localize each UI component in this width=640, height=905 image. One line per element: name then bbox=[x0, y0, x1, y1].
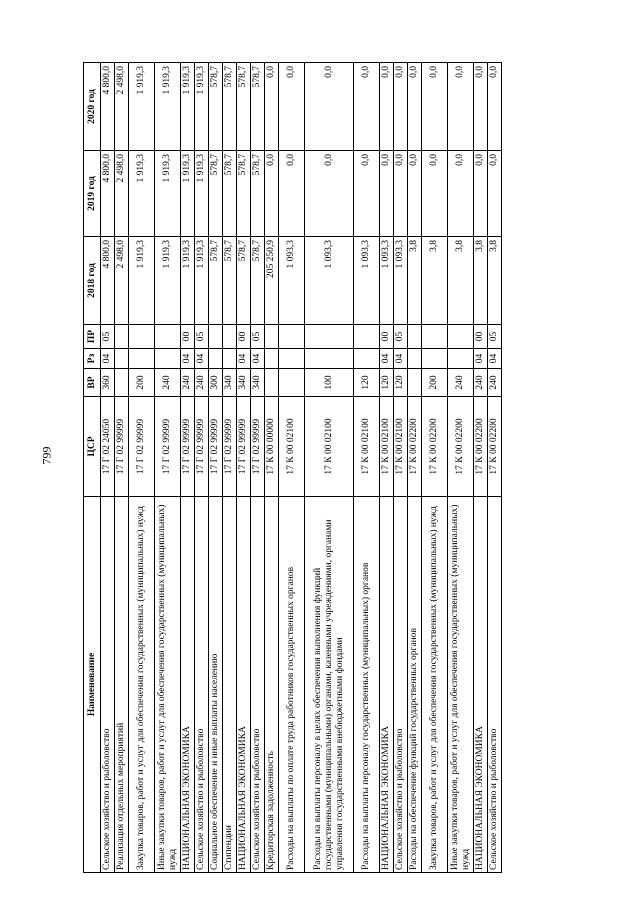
row-2020: 0,0 bbox=[265, 63, 279, 151]
row-2018: 1 093,3 bbox=[305, 237, 354, 325]
header-2020: 2020 год bbox=[84, 63, 101, 151]
row-pr bbox=[223, 325, 237, 349]
row-2018: 578,7 bbox=[237, 237, 251, 325]
row-vr: 120 bbox=[354, 369, 380, 397]
row-vr: 200 bbox=[129, 369, 155, 397]
row-rz bbox=[155, 349, 181, 369]
row-csr: 17 Г 02 99999 bbox=[155, 397, 181, 497]
table-row bbox=[251, 63, 265, 873]
row-name: Сельское хозяйство и рыболовство bbox=[195, 497, 209, 873]
row-pr: 00 bbox=[474, 325, 488, 349]
row-2019: 4 800,0 bbox=[101, 151, 115, 237]
row-2020: 0,0 bbox=[394, 63, 408, 151]
row-2019: 0,0 bbox=[474, 151, 488, 237]
row-csr: 17 Г 02 99999 bbox=[195, 397, 209, 497]
row-name: Сельское хозяйство и рыболовство bbox=[101, 497, 115, 873]
table-row bbox=[305, 63, 354, 873]
row-rz bbox=[209, 349, 223, 369]
row-2019: 0,0 bbox=[448, 151, 474, 237]
row-2018: 4 800,0 bbox=[101, 237, 115, 325]
row-2020: 0,0 bbox=[380, 63, 394, 151]
table-row bbox=[380, 63, 394, 873]
row-rz bbox=[448, 349, 474, 369]
row-vr bbox=[279, 369, 305, 397]
row-pr: 05 bbox=[394, 325, 408, 349]
row-2020: 0,0 bbox=[422, 63, 448, 151]
budget-table-rotated bbox=[83, 63, 555, 873]
row-2018: 3,8 bbox=[488, 237, 502, 325]
table-row bbox=[181, 63, 195, 873]
row-rz: 04 bbox=[394, 349, 408, 369]
row-rz: 04 bbox=[488, 349, 502, 369]
row-name: Иные закупки товаров, работ и услуг для обеспечения государственных (муниципальных) нужд bbox=[155, 497, 181, 873]
row-name: Кредиторская задолженность bbox=[265, 497, 279, 873]
row-vr: 240 bbox=[474, 369, 488, 397]
row-2020: 0,0 bbox=[354, 63, 380, 151]
row-pr: 05 bbox=[251, 325, 265, 349]
row-vr: 240 bbox=[488, 369, 502, 397]
row-pr bbox=[305, 325, 354, 349]
row-2018: 1 919,3 bbox=[155, 237, 181, 325]
row-name: НАЦИОНАЛЬНАЯ ЭКОНОМИКА bbox=[181, 497, 195, 873]
row-rz bbox=[305, 349, 354, 369]
row-2018: 1 919,3 bbox=[129, 237, 155, 325]
row-2020: 578,7 bbox=[237, 63, 251, 151]
header-2019: 2019 год bbox=[84, 151, 101, 237]
row-2019: 1 919,3 bbox=[181, 151, 195, 237]
row-name: Стипендии bbox=[223, 497, 237, 873]
row-2018: 1 093,3 bbox=[380, 237, 394, 325]
table-row bbox=[354, 63, 380, 873]
row-name: НАЦИОНАЛЬНАЯ ЭКОНОМИКА bbox=[380, 497, 394, 873]
table-row bbox=[279, 63, 305, 873]
row-name: Закупка товаров, работ и услуг для обеспечения государственных (муниципальных) нужд bbox=[422, 497, 448, 873]
table-row bbox=[237, 63, 251, 873]
row-vr: 100 bbox=[305, 369, 354, 397]
row-2019: 0,0 bbox=[394, 151, 408, 237]
row-pr bbox=[279, 325, 305, 349]
row-2020: 1 919,3 bbox=[155, 63, 181, 151]
row-2019: 2 498,0 bbox=[115, 151, 129, 237]
row-name: Сельское хозяйство и рыболовство bbox=[394, 497, 408, 873]
row-name: Иные закупки товаров, работ и услуг для обеспечения государственных (муниципальных) нужд bbox=[448, 497, 474, 873]
row-2019: 578,7 bbox=[237, 151, 251, 237]
budget-table bbox=[83, 62, 502, 873]
row-2018: 578,7 bbox=[223, 237, 237, 325]
row-2020: 2 498,0 bbox=[115, 63, 129, 151]
table-row bbox=[422, 63, 448, 873]
row-2018: 578,7 bbox=[209, 237, 223, 325]
row-2018: 3,8 bbox=[422, 237, 448, 325]
row-pr bbox=[115, 325, 129, 349]
table-row bbox=[408, 63, 422, 873]
table-row bbox=[474, 63, 488, 873]
row-pr bbox=[209, 325, 223, 349]
row-pr: 00 bbox=[181, 325, 195, 349]
row-csr: 17 К 00 02200 bbox=[408, 397, 422, 497]
row-rz: 04 bbox=[380, 349, 394, 369]
row-csr: 17 К 00 02100 bbox=[354, 397, 380, 497]
row-vr: 360 bbox=[101, 369, 115, 397]
row-2020: 0,0 bbox=[488, 63, 502, 151]
row-vr: 300 bbox=[209, 369, 223, 397]
row-pr bbox=[354, 325, 380, 349]
row-2020: 1 919,3 bbox=[129, 63, 155, 151]
row-pr bbox=[129, 325, 155, 349]
row-name: НАЦИОНАЛЬНАЯ ЭКОНОМИКА bbox=[474, 497, 488, 873]
table-row bbox=[394, 63, 408, 873]
row-2019: 1 919,3 bbox=[195, 151, 209, 237]
row-2020: 578,7 bbox=[223, 63, 237, 151]
row-2019: 0,0 bbox=[265, 151, 279, 237]
table-row bbox=[155, 63, 181, 873]
row-2019: 578,7 bbox=[251, 151, 265, 237]
row-2020: 0,0 bbox=[448, 63, 474, 151]
row-2020: 4 800,0 bbox=[101, 63, 115, 151]
row-vr: 240 bbox=[195, 369, 209, 397]
row-rz: 04 bbox=[237, 349, 251, 369]
page-number: 799 bbox=[39, 446, 54, 465]
row-csr: 17 Г 02 24050 bbox=[101, 397, 115, 497]
row-2018: 205 250,9 bbox=[265, 237, 279, 325]
table-row bbox=[101, 63, 115, 873]
row-2018: 1 919,3 bbox=[195, 237, 209, 325]
table-row bbox=[209, 63, 223, 873]
row-2020: 0,0 bbox=[305, 63, 354, 151]
row-csr: 17 Г 02 99999 bbox=[129, 397, 155, 497]
row-2018: 2 498,0 bbox=[115, 237, 129, 325]
header-vr: ВР bbox=[84, 369, 101, 397]
row-name: Сельское хозяйство и рыболовство bbox=[488, 497, 502, 873]
row-vr: 200 bbox=[422, 369, 448, 397]
row-name: Расходы на выплаты по оплате труда работников государственных органов bbox=[279, 497, 305, 873]
row-vr bbox=[408, 369, 422, 397]
row-name: Закупка товаров, работ и услуг для обеспечения государственных (муниципальных) нужд bbox=[129, 497, 155, 873]
row-csr: 17 Г 02 99999 bbox=[223, 397, 237, 497]
row-pr: 05 bbox=[195, 325, 209, 349]
row-2018: 1 093,3 bbox=[354, 237, 380, 325]
row-rz: 04 bbox=[251, 349, 265, 369]
row-pr bbox=[408, 325, 422, 349]
row-2019: 1 919,3 bbox=[129, 151, 155, 237]
row-2020: 0,0 bbox=[279, 63, 305, 151]
row-csr: 17 К 00 02200 bbox=[474, 397, 488, 497]
header-2018: 2018 год bbox=[84, 237, 101, 325]
header-name: Наименование bbox=[84, 497, 101, 873]
row-2019: 0,0 bbox=[408, 151, 422, 237]
row-csr: 17 К 00 02100 bbox=[380, 397, 394, 497]
row-rz bbox=[115, 349, 129, 369]
row-2018: 3,8 bbox=[448, 237, 474, 325]
row-2019: 0,0 bbox=[354, 151, 380, 237]
row-csr: 17 К 00 02100 bbox=[279, 397, 305, 497]
row-vr: 240 bbox=[181, 369, 195, 397]
row-2019: 0,0 bbox=[305, 151, 354, 237]
row-rz: 04 bbox=[474, 349, 488, 369]
row-csr: 17 Г 02 99999 bbox=[181, 397, 195, 497]
table-row bbox=[488, 63, 502, 873]
row-rz: 04 bbox=[195, 349, 209, 369]
row-rz: 04 bbox=[181, 349, 195, 369]
row-vr: 120 bbox=[394, 369, 408, 397]
row-pr: 00 bbox=[237, 325, 251, 349]
row-rz bbox=[408, 349, 422, 369]
table-body bbox=[101, 63, 502, 873]
row-rz bbox=[279, 349, 305, 369]
row-csr: 17 Г 02 99999 bbox=[209, 397, 223, 497]
header-rz: Рз bbox=[84, 349, 101, 369]
row-pr: 00 bbox=[380, 325, 394, 349]
row-rz bbox=[422, 349, 448, 369]
table-row bbox=[265, 63, 279, 873]
row-vr: 340 bbox=[223, 369, 237, 397]
row-pr: 05 bbox=[488, 325, 502, 349]
row-vr bbox=[115, 369, 129, 397]
row-2018: 1 093,3 bbox=[279, 237, 305, 325]
row-2019: 0,0 bbox=[422, 151, 448, 237]
row-2018: 1 919,3 bbox=[181, 237, 195, 325]
row-name: Реализация отдельных мероприятий bbox=[115, 497, 129, 873]
row-csr: 17 К 00 02200 bbox=[422, 397, 448, 497]
row-2020: 1 919,3 bbox=[181, 63, 195, 151]
row-csr: 17 К 00 00000 bbox=[265, 397, 279, 497]
row-pr bbox=[422, 325, 448, 349]
row-name: НАЦИОНАЛЬНАЯ ЭКОНОМИКА bbox=[237, 497, 251, 873]
row-2019: 0,0 bbox=[380, 151, 394, 237]
header-pr: ПР bbox=[84, 325, 101, 349]
row-2019: 1 919,3 bbox=[155, 151, 181, 237]
row-name: Расходы на выплаты персоналу государственных (муниципальных) органов bbox=[354, 497, 380, 873]
row-2018: 578,7 bbox=[251, 237, 265, 325]
row-csr: 17 Г 02 99999 bbox=[115, 397, 129, 497]
row-pr bbox=[155, 325, 181, 349]
row-csr: 17 Г 02 99999 bbox=[251, 397, 265, 497]
table-header-row bbox=[84, 63, 101, 873]
row-rz: 04 bbox=[101, 349, 115, 369]
table-row bbox=[223, 63, 237, 873]
row-vr: 340 bbox=[251, 369, 265, 397]
row-2019: 578,7 bbox=[209, 151, 223, 237]
table-row bbox=[448, 63, 474, 873]
table-row bbox=[195, 63, 209, 873]
row-vr: 240 bbox=[448, 369, 474, 397]
row-csr: 17 К 00 02100 bbox=[305, 397, 354, 497]
row-rz bbox=[265, 349, 279, 369]
row-pr: 05 bbox=[101, 325, 115, 349]
row-rz bbox=[354, 349, 380, 369]
row-vr bbox=[265, 369, 279, 397]
row-2020: 0,0 bbox=[474, 63, 488, 151]
row-pr bbox=[265, 325, 279, 349]
row-rz bbox=[223, 349, 237, 369]
row-2018: 3,8 bbox=[474, 237, 488, 325]
row-2020: 578,7 bbox=[209, 63, 223, 151]
row-2020: 0,0 bbox=[408, 63, 422, 151]
row-vr: 120 bbox=[380, 369, 394, 397]
table-row bbox=[115, 63, 129, 873]
row-2020: 1 919,3 bbox=[195, 63, 209, 151]
row-2018: 1 093,3 bbox=[394, 237, 408, 325]
row-pr bbox=[448, 325, 474, 349]
row-name: Сельское хозяйство и рыболовство bbox=[251, 497, 265, 873]
row-2019: 0,0 bbox=[279, 151, 305, 237]
row-csr: 17 К 00 02100 bbox=[394, 397, 408, 497]
row-2020: 578,7 bbox=[251, 63, 265, 151]
table-row bbox=[129, 63, 155, 873]
row-name: Социальное обеспечение и иные выплаты населению bbox=[209, 497, 223, 873]
row-rz bbox=[129, 349, 155, 369]
row-csr: 17 К 00 02200 bbox=[488, 397, 502, 497]
row-vr: 340 bbox=[237, 369, 251, 397]
row-2019: 0,0 bbox=[488, 151, 502, 237]
row-vr: 240 bbox=[155, 369, 181, 397]
row-2019: 578,7 bbox=[223, 151, 237, 237]
row-csr: 17 К 00 02200 bbox=[448, 397, 474, 497]
row-csr: 17 Г 02 99999 bbox=[237, 397, 251, 497]
row-name: Расходы на обеспечение функций государственных органов bbox=[408, 497, 422, 873]
row-2018: 3,8 bbox=[408, 237, 422, 325]
row-name: Расходы на выплаты персоналу в целях обеспечения выполнения функций государственными (муниципальными) органами, казенными учреждениями, органами управления государственными внебюджетными фондами bbox=[305, 497, 354, 873]
header-csr: ЦСР bbox=[84, 397, 101, 497]
